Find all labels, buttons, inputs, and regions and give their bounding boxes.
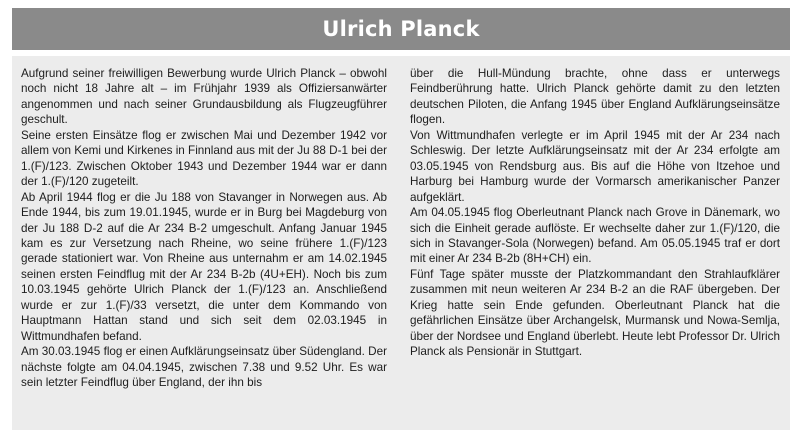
right-column [410, 66, 780, 360]
biography-box [12, 56, 790, 430]
paragraph: Seine ersten Einsätze flog er zwischen Mai und Dezember 1942 vor allem von Kemi und Kirkenes in Finnland aus mit der Ju 88 D-1 bei der 1.(F)/123. Zwischen Oktober 1943 und Dezember 1944 war er dann der 1.(F)/120 zugeteilt. [21, 128, 387, 189]
title-bar [12, 8, 790, 50]
paragraph: Am 30.03.1945 flog er einen Aufklärungseinsatz über Südengland. Der nächste folgte am 04.04.1945, zwischen 7.38 und 9.52 Uhr. Es war sein letzter Feindflug über England, der ihn bis [21, 345, 387, 390]
left-column [21, 66, 387, 391]
paragraph: Am 04.05.1945 flog Oberleutnant Planck nach Grove in Dänemark, wo sich die Einheit gerade auflöste. Er wechselte daher zur 1.(F)/120, die sich in Stavanger-Sola (Norwegen) befand. Am 05.05.1945 traf er dort mit einer Ar 234 B-2b (8H+CH) ein. [410, 206, 780, 266]
paragraph: Ab April 1944 flog er die Ju 188 von Stavanger in Norwegen aus. Ab Ende 1944, bis zum 19.01.1945, wurde er in Burg bei Magdeburg von der Ju 188 D-2 auf die Ar 234 B-2 umgeschult. Anfang Januar 1945 kam es zur Versetzung nach Rheine, wo seine frühere 1.(F)/123 gerade stationiert war. Von Rheine aus unternahm er am 14.02.1945 seinen ersten Feindflug mit der Ar 234 B-2b (4U+EH). Noch bis zum 10.03.1945 gehörte Ulrich Planck der 1.(F)/123 an. Anschließend wurde er zur 1.(F)/33 versetzt, die unter dem Kommando von Hauptmann Hattan stand und sich seit dem 02.03.1945 in Wittmundhafen befand. [21, 190, 387, 343]
paragraph: über die Hull-Mündung brachte, ohne dass er unterwegs Feindberührung hatte. Ulrich Planck gehörte damit zu den letzten deutschen Piloten, die Anfang 1945 über England Aufklärungseinsätze flogen. [410, 67, 780, 127]
page-title: Ulrich Planck [322, 17, 480, 41]
paragraph: Aufgrund seiner freiwilligen Bewerbung wurde Ulrich Planck – obwohl noch nicht 18 Jahre alt – im Frühjahr 1939 als Offiziersanwärter angenommen und nach seiner Grundausbildung als Flugzeugführer geschult. [21, 67, 387, 127]
paragraph: Von Wittmundhafen verlegte er im April 1945 mit der Ar 234 nach Schleswig. Der letzte Aufklärungseinsatz mit der Ar 234 erfolgte am 03.05.1945 von Rendsburg aus. Bis auf die Höhe von Itzehoe und Harburg bei Hamburg wurde der Vormarsch amerikanischer Panzer aufgeklärt. [410, 128, 780, 204]
paragraph: Fünf Tage später musste der Platzkommandant den Strahlaufklärer zusammen mit neun weiteren Ar 234 B-2 an die RAF übergeben. Der Krieg hatte sein Ende gefunden. Oberleutnant Planck hat die gefährlichen Einsätze über Archangelsk, Murmansk und Nowa-Semlja, über der Nordsee und England überlebt. Heute lebt Professor Dr. Ulrich Planck als Pensionär in Stuttgart. [410, 267, 780, 359]
